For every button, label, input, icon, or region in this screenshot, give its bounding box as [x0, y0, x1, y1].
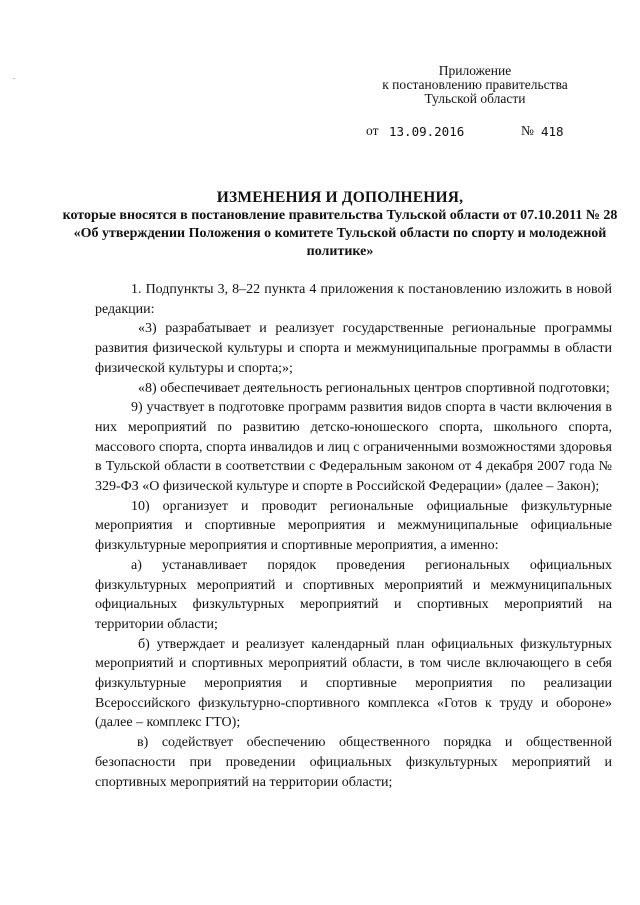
paragraph-1: 1. Подпункты 3, 8–22 пункта 4 приложения к постановлению изложить в новой редакции: [95, 282, 612, 317]
document-reference [0, 123, 640, 141]
scan-speck [13, 78, 15, 79]
document-date: 13.09.2016 [389, 124, 465, 139]
appendix-line-1: Приложение [438, 63, 512, 78]
paragraph-item-8: «8) обеспечивает деятельность региональных центров спортивной подготовки; [138, 380, 610, 396]
appendix-line-3: Тульской области [424, 91, 526, 106]
document-heading [60, 188, 620, 261]
paragraph-item-10b: б) утверждает и реализует календарный план официальных физкультурных мероприятий и спортивных мероприятий области, в том числе включающего в себя физкультурные мероприятия и спортивные мероприятия по реализации Всероссийского физкультурно-спортивного комплекса «Готов к труду и обороне» (далее – комплекс ГТО); [95, 636, 612, 731]
appendix-header [370, 64, 580, 106]
paragraph-item-9: 9) участвует в подготовке программ развития видов спорта в части включения в них мероприятий по развитию детско-юношеского спорта, школьного спорта, массового спорта, спорта инвалидов и лиц с ограниченными возможностями здоровья в Тульской области в соответствии с Федеральным законом от 4 декабря 2007 года № 329-ФЗ «О физической культуре и спорте в Российской Федерации» (далее – Закон); [95, 400, 612, 495]
document-title: ИЗМЕНЕНИЯ И ДОПОЛНЕНИЯ, [216, 189, 464, 206]
document-number: 418 [541, 124, 564, 139]
date-prefix: от [366, 123, 379, 138]
paragraph-item-10v: в) содействует обеспечению общественного порядка и общественной безопасности при проведении официальных физкультурных мероприятий и спортивных мероприятий на территории области; [95, 735, 612, 790]
paragraph-item-3: «3) разрабатывает и реализует государственные региональные программы развития физической культуры и спорта и межмуниципальные программы в области физической культуры и спорта;»; [95, 321, 612, 376]
number-sign: № [521, 123, 534, 138]
document-subtitle: которые вносятся в постановление правительства Тульской области от 07.10.2011 № 28 «Об утверждении Положения о комитете Тульской области по спорту и молодежной политике» [62, 208, 618, 259]
paragraph-item-10a: а) устанавливает порядок проведения региональных официальных физкультурных мероприятий и спортивных мероприятий и межмуниципальных официальных физкультурных мероприятий и спортивных мероприятий на территории области; [95, 557, 612, 632]
appendix-line-2: к постановлению правительства [382, 77, 568, 92]
paragraph-item-10: 10) организует и проводит региональные официальные физкультурные мероприятия и спортивные мероприятия и межмуниципальные официальные физкультурные мероприятия и спортивные мероприятия, а именно: [95, 498, 612, 554]
document-body [95, 280, 612, 792]
